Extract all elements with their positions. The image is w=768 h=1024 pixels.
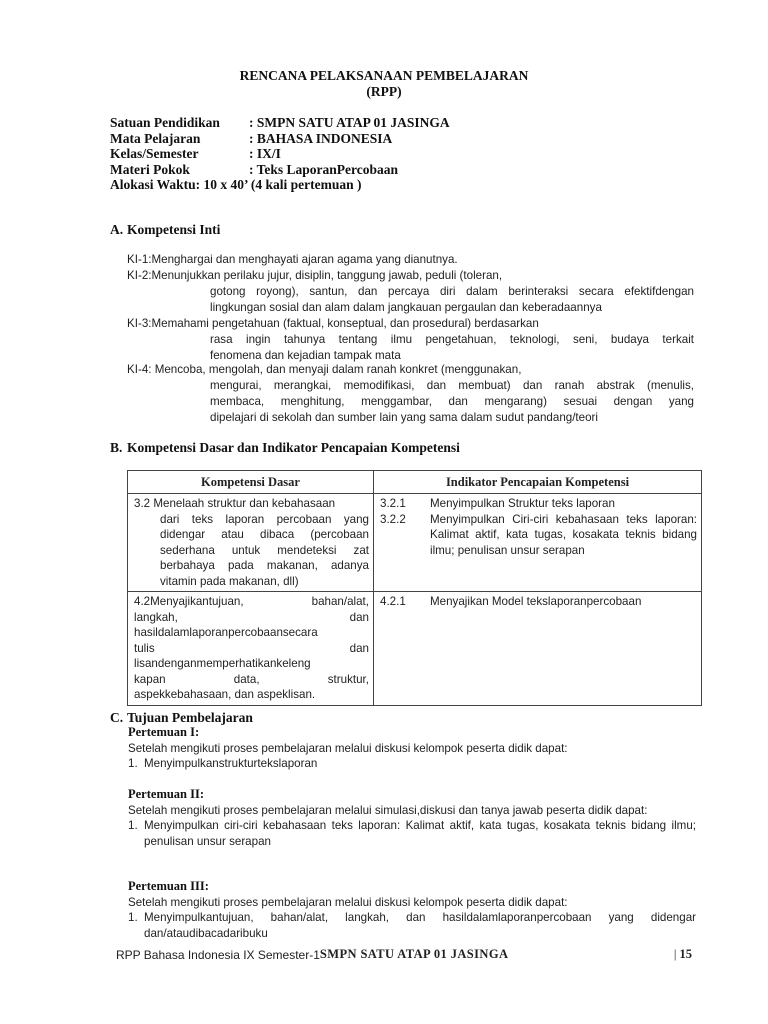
ki-3-line1: KI-3:Memahami pengetahuan (faktual, konseptual, dan prosedural) berdasarkan — [127, 317, 539, 330]
kd-line: dari teks laporan percobaan yang — [160, 512, 369, 526]
pertemuan-title: Pertemuan I: — [128, 725, 200, 739]
ki-3-line2: rasa ingin tahunya tentang ilmu pengetahuan, teknologi, seni, budaya terkait — [210, 333, 694, 346]
meta-value: : IX/I — [249, 146, 281, 161]
list-text: Menyimpulkanstrukturtekslaporan — [144, 757, 318, 771]
meta-value: : Teks LaporanPercobaan — [249, 161, 399, 177]
section-a-heading — [110, 222, 220, 238]
kd-line: 4.2Menyajikantujuan, bahan/alat, — [134, 595, 369, 608]
list-number: 1. — [128, 819, 138, 833]
kd-line: 3.2 Menelaah struktur dan kebahasaan — [134, 497, 336, 510]
indicator-number: 3.2.1 — [380, 497, 406, 510]
section-c-heading — [110, 710, 253, 726]
identity-block — [110, 115, 450, 193]
kd-line: lisandenganmemperhatikankeleng — [134, 657, 311, 670]
kd-line: tulis dan — [134, 641, 369, 655]
page-separator: | — [673, 947, 680, 961]
ki-4-line3: membaca, menghitung, menggambar, dan mengarang) sesuai dengan yang — [210, 395, 694, 408]
table-header-kd: Kompetensi Dasar — [128, 471, 374, 494]
meta-row-alokasi — [110, 177, 450, 193]
ki-4-line1: KI-4: Mencoba, mengolah, dan menyaji dalam ranah konkret (menggunakan, — [127, 363, 522, 376]
kd-line: aspekkebahasaan, dan aspeklisan. — [134, 688, 316, 701]
kd-line: sederhana untuk mendeteksi zat — [160, 543, 369, 557]
list-number: 1. — [128, 757, 138, 771]
ki-4-line4: dipelajari di sekolah dan sumber lain yang sama dalam sudut pandang/teori — [210, 411, 598, 424]
indicator-text: Menyimpulkan Struktur teks laporan — [430, 497, 615, 510]
ki-2-line1: KI-2:Menunjukkan perilaku jujur, disiplin, tanggung jawab, peduli (toleran, — [127, 269, 503, 282]
kd-line: vitamin pada makanan, dll) — [160, 574, 299, 588]
section-title: Kompetensi Dasar dan Indikator Pencapaian Kompetensi — [127, 440, 460, 455]
ki-2-line3: lingkungan sosial dan alam dalam jangkauan pergaulan dan keberadaannya — [210, 301, 602, 314]
footer-school: SMPN SATU ATAP 01 JASINGA — [319, 947, 509, 961]
kd-line: berbahaya pada makanan, adanya — [160, 559, 369, 572]
indicator-item — [380, 512, 697, 559]
footer-doc-label: RPP Bahasa Indonesia IX Semester-1 — [116, 947, 320, 962]
kd-line: langkah, dan — [134, 610, 369, 624]
meta-value: : SMPN SATU ATAP 01 JASINGA — [249, 115, 450, 130]
indicator-item — [380, 594, 697, 610]
pertemuan-intro: Setelah mengikuti proses pembelajaran melalui diskusi kelompok peserta didik dapat: — [128, 895, 568, 909]
meta-row-materi — [110, 162, 450, 178]
section-letter: B. — [110, 440, 123, 455]
ki-4-line2: mengurai, merangkai, memodifikasi, dan membuat) dan ranah abstrak (menulis, — [210, 379, 694, 392]
indikator-cell — [374, 494, 702, 592]
ki-1: KI-1:Menghargai dan menghayati ajaran agama yang dianutnya. — [127, 253, 458, 266]
table-row — [128, 494, 702, 592]
section-letter: C. — [110, 710, 124, 725]
section-title: Tujuan Pembelajaran — [127, 710, 253, 725]
indicator-item — [380, 496, 697, 512]
list-text: Menyimpulkantujuan, bahan/alat, langkah, dan hasildalamlaporanpercobaan yang didengar dan/ataudibacadaribuku — [144, 911, 696, 940]
ki-3-line3: fenomena dan kejadian tampak mata — [210, 349, 401, 362]
indicator-text: Menyimpulkan Ciri-ciri kebahasaan teks laporan: Kalimat aktif, kata tugas, kosakata teknis bidang ilmu; penulisan unsur serapan — [430, 512, 697, 557]
indikator-cell — [374, 592, 702, 706]
document-subtitle: (RPP) — [366, 84, 402, 99]
page-footer — [116, 947, 700, 962]
document-title: RENCANA PELAKSANAAN PEMBELAJARAN — [239, 68, 529, 83]
pertemuan-intro: Setelah mengikuti proses pembelajaran melalui simulasi,diskusi dan tanya jawab peserta didik dapat: — [128, 803, 648, 817]
ki-2-line2: gotong royong), santun, dan percaya diri dalam berinteraksi secara efektifdengan — [210, 285, 694, 298]
table-header-row — [128, 471, 702, 494]
pertemuan-intro: Setelah mengikuti proses pembelajaran melalui diskusi kelompok peserta didik dapat: — [128, 741, 568, 755]
pertemuan-2 — [128, 787, 696, 849]
indicator-number: 3.2.2 — [380, 512, 406, 526]
kd-line: kapan data, struktur, — [134, 672, 369, 686]
kompetensi-table — [127, 470, 702, 706]
pertemuan-title: Pertemuan III: — [128, 879, 209, 893]
page-number — [674, 947, 692, 962]
kd-cell — [128, 592, 374, 706]
kd-line: didengar atau dibaca (percobaan — [160, 528, 369, 541]
section-title: Kompetensi Inti — [127, 222, 221, 237]
list-item — [128, 756, 696, 772]
list-item — [128, 910, 696, 941]
meta-row-mapel — [110, 131, 450, 147]
meta-label: Satuan Pendidikan — [110, 115, 220, 130]
section-letter: A. — [110, 222, 124, 237]
table-header-indikator: Indikator Pencapaian Kompetensi — [374, 471, 702, 494]
page-number-value: 15 — [679, 947, 692, 961]
list-item — [128, 818, 696, 849]
kd-line: hasildalamlaporanpercobaansecara — [134, 626, 318, 639]
indicator-text: Menyajikan Model tekslaporanpercobaan — [430, 595, 642, 608]
pertemuan-3 — [128, 879, 696, 941]
meta-label: Kelas/Semester — [110, 146, 199, 161]
meta-row-satuan — [110, 115, 450, 131]
indicator-number: 4.2.1 — [380, 595, 406, 608]
table-row — [128, 592, 702, 706]
meta-value: : BAHASA INDONESIA — [249, 130, 393, 146]
pertemuan-title: Pertemuan II: — [128, 787, 205, 801]
list-number: 1. — [128, 911, 138, 925]
list-text: Menyimpulkan ciri-ciri kebahasaan teks laporan: Kalimat aktif, kata tugas, kosakata teknis bidang ilmu; penulisan unsur serapan — [144, 819, 696, 848]
section-b-heading — [110, 440, 460, 456]
pertemuan-1 — [128, 725, 696, 772]
meta-label: Materi Pokok — [110, 161, 190, 177]
meta-label: Mata Pelajaran — [110, 130, 201, 146]
kd-cell — [128, 494, 374, 592]
meta-alokasi: Alokasi Waktu: 10 x 40’ (4 kali pertemuan ) — [110, 177, 362, 192]
meta-row-kelas — [110, 146, 450, 162]
